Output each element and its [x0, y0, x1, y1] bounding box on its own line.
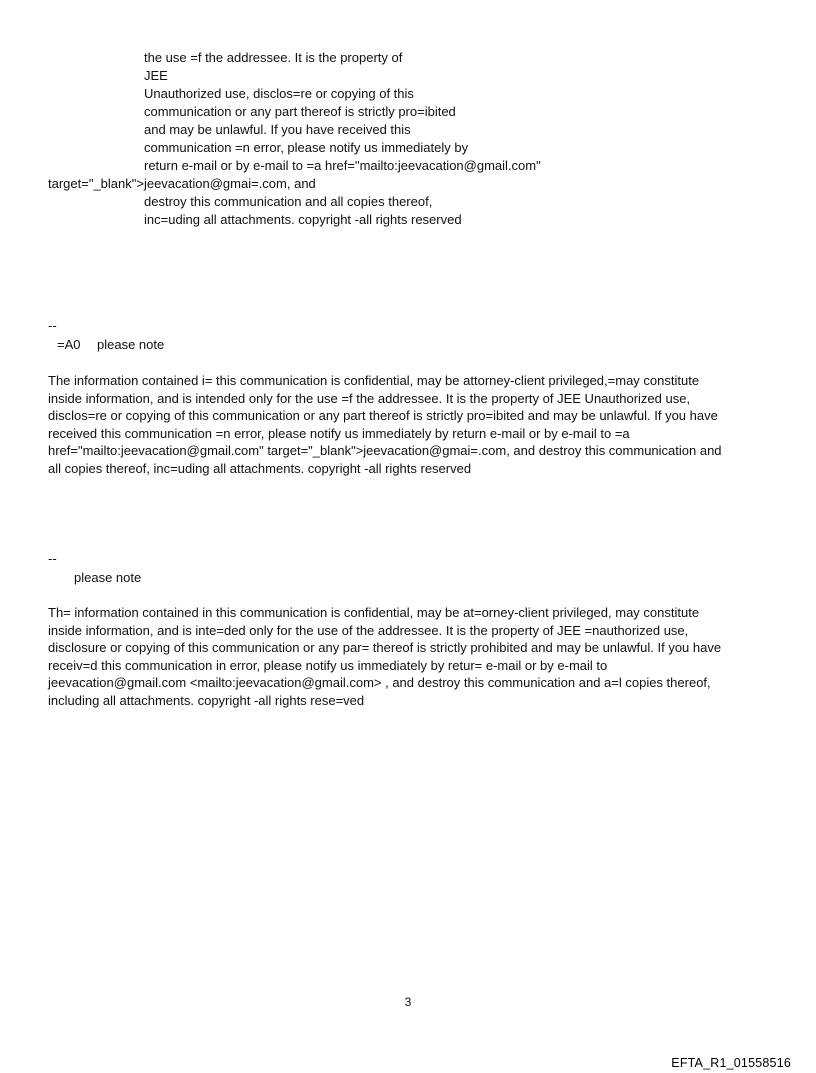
signature-separator: --	[48, 318, 57, 333]
paragraph-line: disclosure or copying of this communication or any par= thereof is strictly prohibited and may be unlawful. If you have	[48, 640, 722, 656]
please-note-label: please note	[74, 570, 142, 585]
disclaimer-line: communication or any part thereof is strictly pro=ibited	[144, 104, 456, 119]
disclaimer-paragraph	[48, 604, 763, 710]
disclaimer-line: and may be unlawful. If you have received this	[144, 122, 411, 137]
paragraph-line: including all attachments. copyright -all rights rese=ved	[48, 692, 365, 708]
paragraph-line: Th= information contained in this communication is confidential, may be at=orney-client privileged, may constitute	[48, 605, 700, 620]
paragraph-line: disclos=re or copying of this communication or any part thereof is strictly pro=ibited and may be unlawful. If you have	[48, 408, 718, 424]
paragraph-line: all copies thereof, inc=uding all attachments. copyright -all rights reserved	[48, 460, 472, 476]
disclaimer-line: destroy this communication and all copies thereof,	[144, 194, 433, 209]
disclaimer-line: inc=uding all attachments. copyright -all rights reserved	[144, 212, 462, 227]
paragraph-line: href="mailto:jeevacation@gmail.com" target="_blank">jeevacation@gmai=.com, and destroy this communication and	[48, 443, 722, 459]
disclaimer-line: target="_blank">jeevacation@gmai=.com, and	[48, 176, 316, 191]
disclaimer-paragraph	[48, 372, 763, 478]
encoded-prefix: =A0	[57, 337, 81, 352]
please-note-label: please note	[97, 337, 165, 352]
page-number: 3	[404, 995, 412, 1009]
paragraph-line: received this communication =n error, please notify us immediately by return e-mail or by e-mail to =a	[48, 425, 630, 441]
paragraph-line: receiv=d this communication in error, please notify us immediately by retur= e-mail or by e-mail to	[48, 657, 608, 673]
please-note-heading	[57, 337, 164, 353]
paragraph-line: The information contained i= this communication is confidential, may be attorney-client privileged,=may constitute	[48, 373, 700, 388]
disclaimer-line: return e-mail or by e-mail to =a href="mailto:jeevacation@gmail.com"	[144, 158, 541, 173]
disclaimer-line: the use =f the addressee. It is the property of	[144, 50, 403, 65]
paragraph-line: inside information, and is inte=ded only for the use of the addressee. It is the property of JEE =nauthorized use,	[48, 622, 689, 638]
signature-separator: --	[48, 551, 57, 566]
disclaimer-line: JEE	[144, 68, 168, 83]
disclaimer-line: Unauthorized use, disclos=re or copying of this	[144, 86, 414, 101]
paragraph-line: jeevacation@gmail.com <mailto:jeevacation@gmail.com> , and destroy this communication and a=l copies thereof,	[48, 675, 711, 691]
bates-stamp: EFTA_R1_01558516	[671, 1056, 791, 1070]
paragraph-line: inside information, and is intended only for the use =f the addressee. It is the property of JEE Unauthorized use,	[48, 390, 691, 406]
disclaimer-line: communication =n error, please notify us immediately by	[144, 140, 469, 155]
